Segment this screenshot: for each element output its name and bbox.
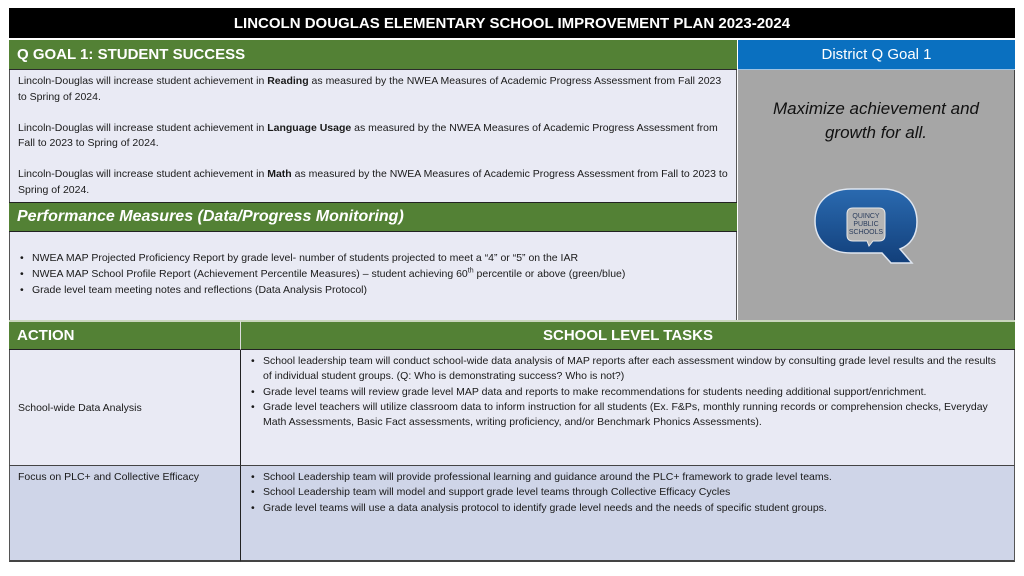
list-item: • School Leadership team will model and support grade level teams through Collective Efficacy Cycles	[249, 485, 1006, 500]
action-column-header: ACTION	[9, 320, 240, 350]
performance-measures-header: Performance Measures (Data/Progress Monitoring)	[9, 202, 737, 232]
goal-statement-math: Lincoln-Douglas will increase student achievement in Math as measured by the NWEA Measures of Academic Progress Assessment from Fall to 2023 to Spring of 2024.	[18, 168, 728, 196]
list-item: • Grade level team meeting notes and reflections (Data Analysis Protocol)	[18, 282, 728, 298]
performance-measures-list	[9, 232, 737, 320]
quincy-q-logo-icon	[811, 186, 921, 268]
goal-statements	[9, 70, 737, 202]
goal-subject: Math	[267, 168, 292, 180]
district-goal-header: District Q Goal 1	[738, 40, 1015, 70]
logo-text-line: QUINCY	[852, 213, 880, 220]
list-item: • Grade level teams will review grade level MAP data and reports to make recommendations for students needing additional support/enrichment.	[249, 385, 1006, 400]
list-item: • Grade level teachers will utilize classroom data to inform instruction for all students (Ex. F&Ps, monthly running records or comprehension checks, Everyday Math Assessments, Basic Fact assessments, writing proficiency, and/or Benchmark Phonics Assessments).	[249, 400, 1006, 431]
table-row-tasks	[240, 465, 1015, 562]
table-row-action: School-wide Data Analysis	[9, 350, 240, 465]
district-goal-panel	[738, 70, 1015, 320]
goal-subject: Reading	[267, 75, 309, 87]
goal-header: Q GOAL 1: STUDENT SUCCESS	[9, 40, 737, 70]
list-item: • Grade level teams will use a data analysis protocol to identify grade level needs and the needs of specific student groups.	[249, 501, 1006, 516]
goal-statement-language: Lincoln-Douglas will increase student achievement in Language Usage as measured by the NWEA Measures of Academic Progress Assessment from Fall to 2023 to Spring of 2024.	[18, 121, 718, 149]
list-item: • NWEA MAP Projected Proficiency Report by grade level- number of students projected to meet a “4” or “5” on the IAR	[18, 250, 728, 266]
district-motto: Maximize achievement and growth for all.	[773, 99, 979, 142]
logo-text-line: PUBLIC	[853, 221, 879, 228]
logo-text-line: SCHOOLS	[848, 229, 884, 236]
tasks-column-header: SCHOOL LEVEL TASKS	[240, 320, 1015, 350]
list-item: • NWEA MAP School Profile Report (Achievement Percentile Measures) – student achieving 60th percentile or above (green/blue)	[18, 266, 728, 282]
goal-subject: Language Usage	[267, 121, 352, 134]
goal-statement-reading: Lincoln-Douglas will increase student achievement in Reading as measured by the NWEA Measures of Academic Progress Assessment from Fall 2023 to Spring of 2024.	[18, 75, 722, 103]
table-row-tasks	[240, 350, 1015, 465]
list-item: • School leadership team will conduct school-wide data analysis of MAP reports after each assessment window by consulting grade level results and the results of individual student groups. (Q: Who is demonstrating success? Who is not?)	[249, 354, 1006, 385]
table-row-action: Focus on PLC+ and Collective Efficacy	[9, 465, 240, 562]
list-item: • School Leadership team will provide professional learning and guidance around the PLC+ framework to grade level teams.	[249, 470, 1006, 485]
plan-title: LINCOLN DOUGLAS ELEMENTARY SCHOOL IMPROVEMENT PLAN 2023-2024	[9, 8, 1015, 38]
